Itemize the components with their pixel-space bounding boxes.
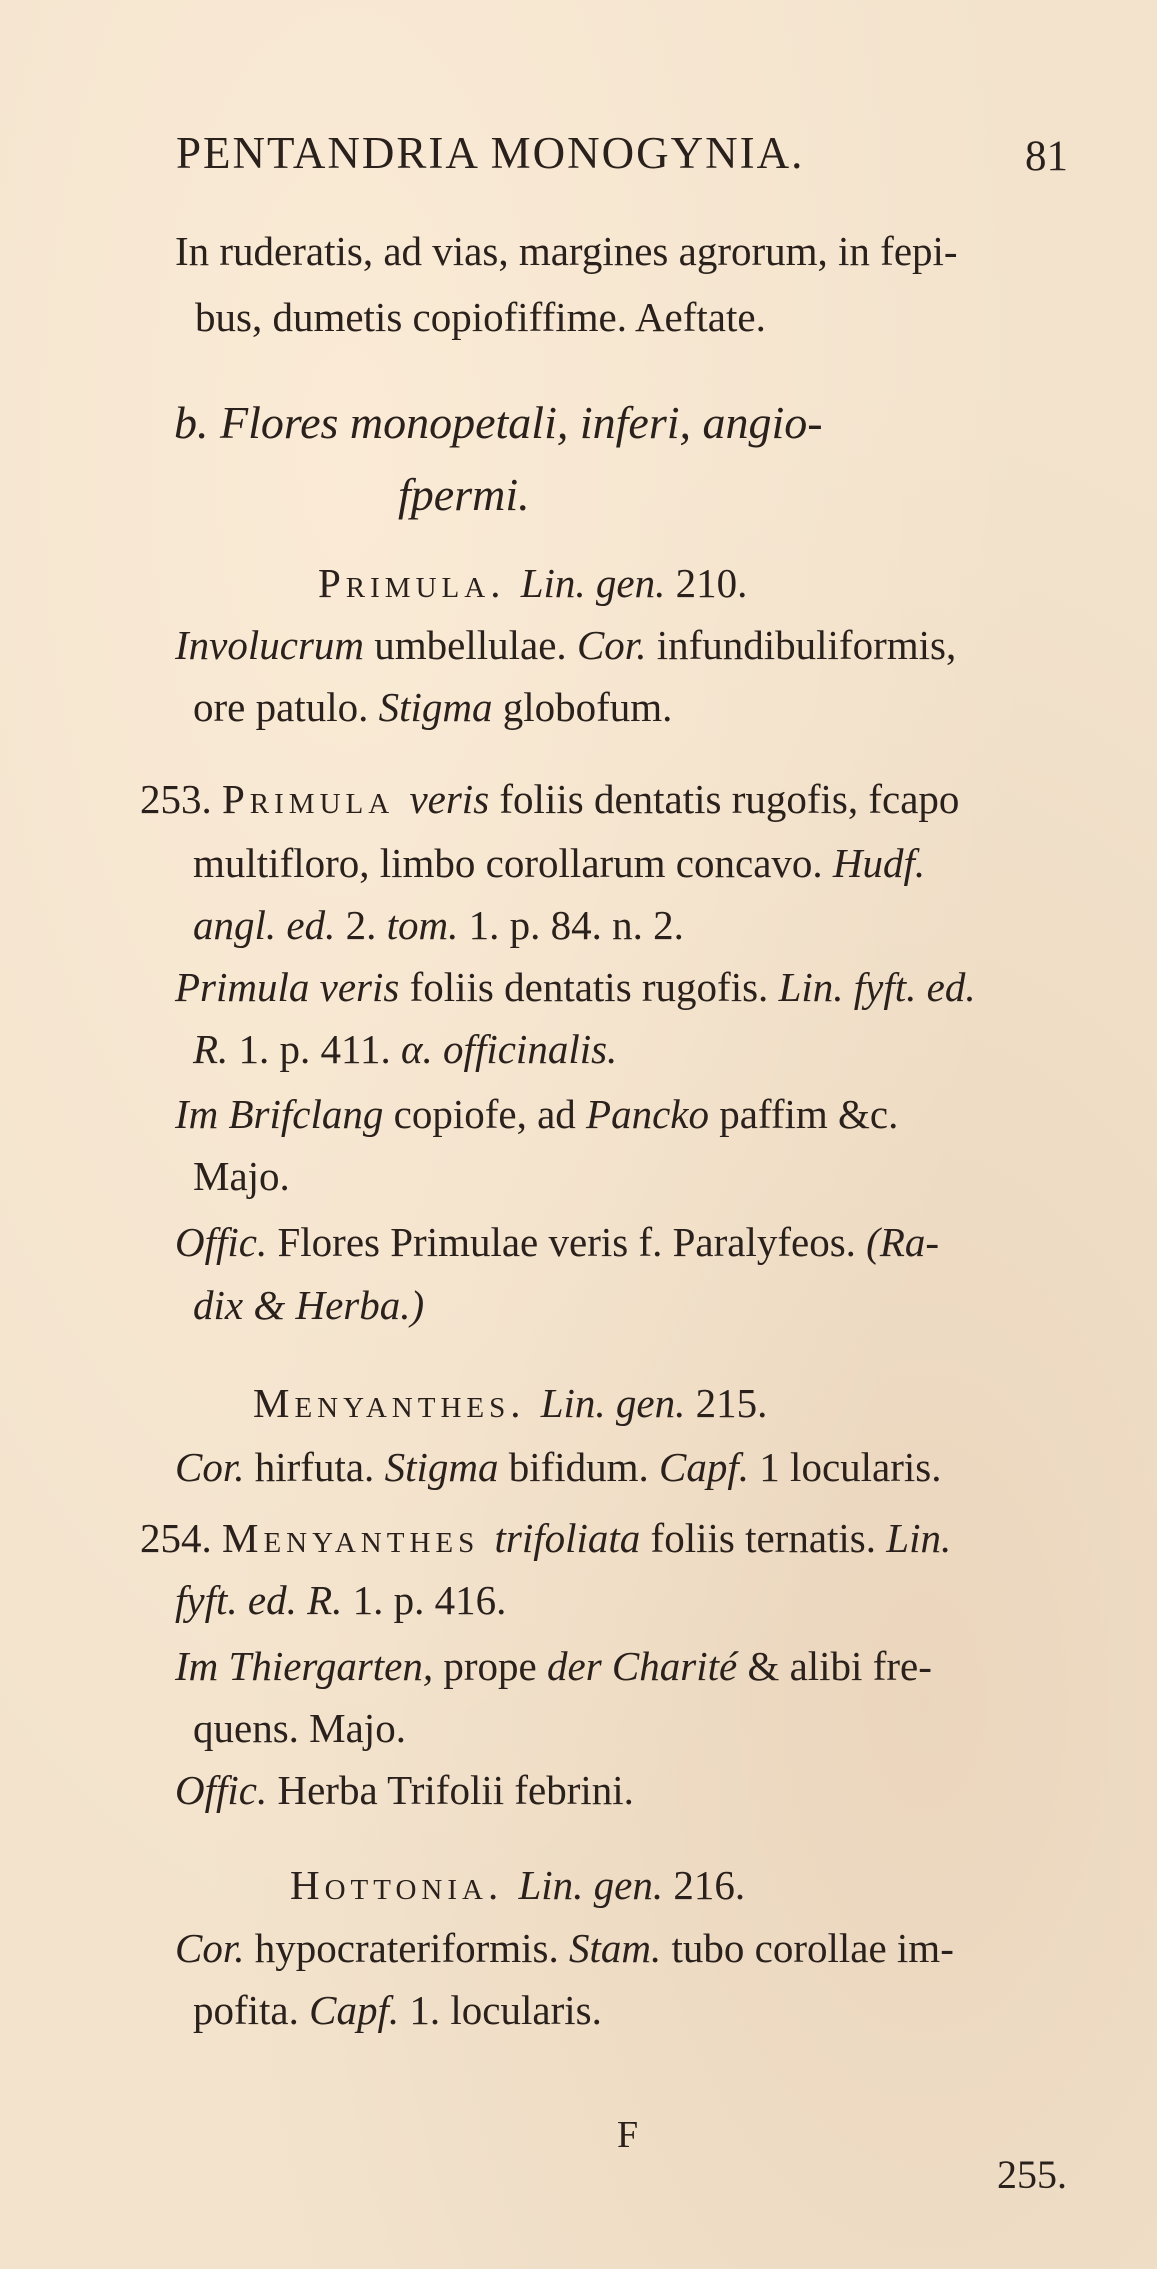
- text-segment: Capf.: [659, 1444, 750, 1490]
- text-segment: 1. p. 411.: [228, 1026, 402, 1072]
- text-segment: R.: [193, 1026, 229, 1072]
- text-line: [175, 1089, 898, 1139]
- genus-heading: [318, 558, 747, 608]
- text-segment: Stam.: [569, 1925, 662, 1971]
- text-segment: globofum.: [492, 684, 673, 730]
- text-segment: trifoliata: [494, 1515, 641, 1561]
- species-entry: [140, 774, 959, 824]
- text-segment: ore patulo.: [193, 684, 379, 730]
- text-line: [175, 1575, 506, 1625]
- text-segment: Primula veris: [175, 964, 400, 1010]
- text-line: [193, 1985, 602, 2035]
- text-segment: paffim &c.: [708, 1091, 899, 1137]
- text-segment: Offic.: [175, 1767, 268, 1813]
- text-segment: fyft. ed. R.: [175, 1577, 343, 1623]
- text-segment: Hottonia.: [290, 1862, 519, 1908]
- text-segment: Menyanthes.: [253, 1380, 541, 1426]
- text-segment: bifidum.: [498, 1444, 660, 1490]
- text-segment: Primula.: [318, 560, 521, 606]
- text-segment: tubo corollae im-: [661, 1925, 954, 1971]
- text-segment: α. officinalis.: [401, 1026, 618, 1072]
- text-segment: 2.: [335, 902, 387, 948]
- text-segment: tom.: [386, 902, 459, 948]
- running-header: PENTANDRIA MONOGYNIA.: [176, 128, 805, 178]
- signature-mark: F: [617, 2114, 639, 2156]
- text-segment: 215.: [685, 1380, 768, 1426]
- text-segment: foliis ternatis.: [640, 1515, 887, 1561]
- text-line: [175, 226, 958, 276]
- text-segment: Lin. gen.: [518, 1862, 664, 1908]
- text-line: [175, 1442, 941, 1492]
- text-segment: Primula: [222, 776, 410, 822]
- text-segment: infundibuliformis,: [646, 622, 957, 668]
- text-line: [193, 1280, 424, 1330]
- genus-heading: [290, 1860, 745, 1910]
- section-heading: [174, 398, 823, 448]
- text-segment: 254.: [140, 1515, 222, 1561]
- text-segment: copiofe, ad: [383, 1091, 587, 1137]
- text-segment: Stigma: [384, 1444, 499, 1490]
- section-heading: [398, 470, 530, 520]
- text-segment: quens. Majo.: [193, 1705, 406, 1751]
- text-line: [195, 292, 766, 342]
- text-line: [175, 962, 976, 1012]
- text-line: [193, 1703, 406, 1753]
- text-segment: veris: [409, 776, 490, 822]
- text-segment: Capf.: [309, 1987, 400, 2033]
- text-segment: Offic.: [175, 1219, 268, 1265]
- text-segment: 210.: [665, 560, 748, 606]
- text-segment: Lin.: [886, 1515, 952, 1561]
- text-segment: angl. ed.: [193, 902, 336, 948]
- text-segment: Cor.: [175, 1925, 245, 1971]
- text-segment: Stigma: [378, 684, 493, 730]
- genus-heading: [253, 1378, 767, 1428]
- text-segment: Im Thiergarten,: [175, 1643, 434, 1689]
- text-segment: Im Brifclang: [175, 1091, 384, 1137]
- text-segment: (Ra-: [866, 1219, 940, 1265]
- text-segment: bus, dumetis copiofiffime. Aeftate.: [195, 294, 766, 340]
- text-segment: Cor.: [175, 1444, 245, 1490]
- text-segment: prope: [433, 1643, 547, 1689]
- text-line: [193, 1024, 617, 1074]
- text-segment: 1. p. 84. n. 2.: [458, 902, 684, 948]
- text-segment: hypocrateriformis.: [244, 1925, 569, 1971]
- text-segment: fpermi.: [398, 469, 530, 520]
- text-segment: 1. p. 416.: [342, 1577, 507, 1623]
- text-segment: b. Flores monopetali, inferi, angio-: [174, 397, 823, 448]
- text-segment: der Charité: [547, 1643, 738, 1689]
- text-segment: Herba Trifolii febrini.: [267, 1767, 634, 1813]
- text-segment: 253.: [140, 776, 222, 822]
- text-segment: dix & Herba.): [193, 1282, 425, 1328]
- text-segment: Lin. gen.: [520, 560, 666, 606]
- text-line: [175, 1641, 932, 1691]
- page-number: 81: [1025, 133, 1068, 180]
- text-segment: & alibi fre-: [737, 1643, 932, 1689]
- text-line: [193, 1151, 290, 1201]
- text-line: [175, 1217, 939, 1267]
- text-segment: Lin. fyft. ed.: [778, 964, 976, 1010]
- text-segment: 216.: [663, 1862, 746, 1908]
- species-entry: [140, 1513, 951, 1563]
- text-segment: Hudf.: [832, 840, 926, 886]
- text-segment: Involucrum: [175, 622, 365, 668]
- text-segment: hirfuta.: [244, 1444, 385, 1490]
- text-segment: multifloro, limbo corollarum concavo.: [193, 840, 833, 886]
- text-segment: foliis dentatis rugofis, fcapo: [489, 776, 960, 822]
- text-segment: Pancko: [586, 1091, 709, 1137]
- text-segment: Menyanthes: [222, 1515, 495, 1561]
- text-segment: 1. locularis.: [399, 1987, 602, 2033]
- text-segment: In ruderatis, ad vias, margines agrorum, in fepi-: [175, 228, 958, 274]
- text-segment: foliis dentatis rugofis.: [399, 964, 779, 1010]
- text-segment: Majo.: [193, 1153, 290, 1199]
- catchword: 255.: [997, 2152, 1067, 2197]
- text-line: [175, 620, 956, 670]
- text-line: [193, 838, 925, 888]
- text-segment: pofita.: [193, 1987, 310, 2033]
- text-segment: 1 locularis.: [749, 1444, 942, 1490]
- text-segment: Flores Primulae veris f. Paralyfeos.: [267, 1219, 867, 1265]
- text-segment: Cor.: [576, 622, 647, 668]
- text-line: [193, 900, 684, 950]
- text-line: [175, 1923, 954, 1973]
- text-segment: umbellulae.: [364, 622, 577, 668]
- text-segment: Lin. gen.: [540, 1380, 686, 1426]
- text-line: [193, 682, 672, 732]
- text-line: [175, 1765, 634, 1815]
